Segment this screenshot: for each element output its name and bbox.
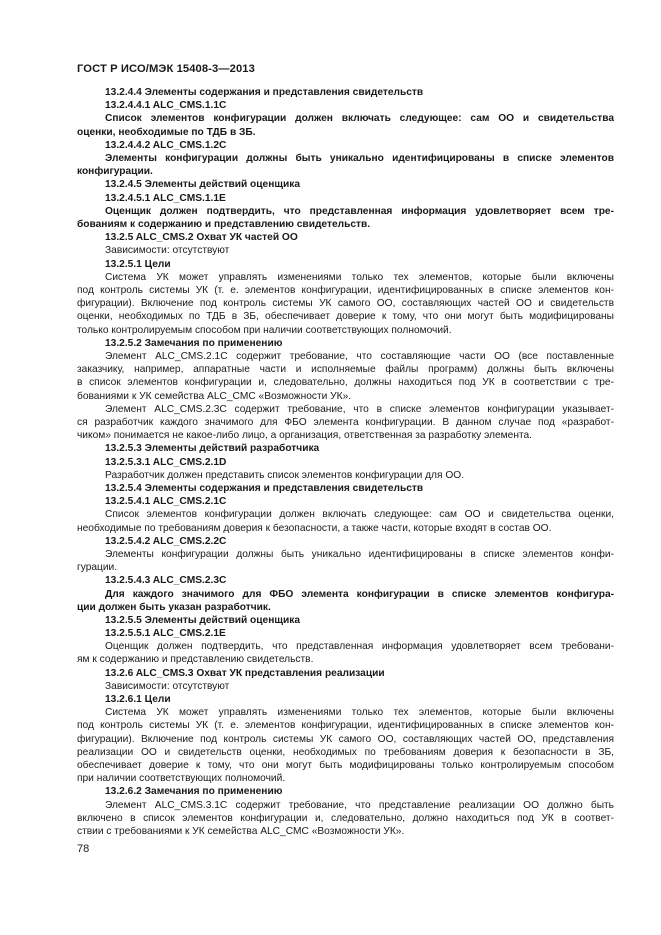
text-line: при наличии соответствующих полномочий. bbox=[77, 773, 286, 785]
text-line: 13.2.4.4 Элементы содержания и представления свидетельств bbox=[105, 87, 424, 98]
text-line: ям к содержанию и представлению свидетельств. bbox=[77, 654, 314, 666]
text-line: Список элементов конфигурации должен включать следующее: сам ОО и свидетельства bbox=[105, 113, 614, 125]
text-line: обеспечивает доверие к тому, что они могут быть модифицированы только контролируемым способом bbox=[77, 760, 614, 772]
text-line: Элемент ALC_CMS.2.1C содержит требование, что составляющие части ОО (все поставленные bbox=[105, 350, 614, 362]
text-line: Система УК может управлять изменениями только тех элементов, которые были включены bbox=[105, 271, 614, 283]
text-line: Список элементов конфигурации должен включать следующее: сам ОО и свидетельства оценки, bbox=[105, 509, 614, 521]
text-line: Элементы конфигурации должны быть уникально идентифицированы в списке элементов bbox=[105, 153, 614, 164]
text-line: 13.2.6.2 Замечания по применению bbox=[105, 786, 283, 798]
text-line: конфигурации. bbox=[77, 166, 153, 178]
text-line: Элементы конфигурации должны быть уникально идентифицированы в списке элементов конфи- bbox=[105, 548, 614, 560]
text-line: под контроль системы УК (т. е. элементов конфигурации, идентифицированных в списке элементов кон- bbox=[77, 720, 614, 732]
text-line: оценки, необходимых по ТДБ в ЗБ, обеспечивает доверие к тому, что они могут быть модифицированы bbox=[77, 311, 614, 323]
text-line: 13.2.4.4.2 ALC_CMS.1.2C bbox=[105, 139, 227, 151]
text-line: ся разработчик каждого значимого для ФБО элемента конфигурации. В данном случае под «разработ- bbox=[77, 416, 614, 428]
text-line: 13.2.5.4 Элементы содержания и представления свидетельств bbox=[105, 482, 424, 494]
text-line: только контролируемым способом при наличии соответствующих полномочий. bbox=[77, 324, 452, 336]
text-line: 13.2.5.1 Цели bbox=[105, 258, 171, 270]
text-line: в список элементов конфигурации и, следовательно, должны находиться под УК в соответствии с тре- bbox=[77, 377, 614, 389]
page-number: 78 bbox=[77, 843, 90, 855]
text-line: 13.2.5.5.1 ALC_CMS.2.1E bbox=[105, 628, 226, 640]
text-line: Элемент ALC_CMS.3.1C содержит требование, что представление реализации ОО должно быть bbox=[105, 799, 614, 811]
text-line: оценки, необходимые по ТДБ в ЗБ. bbox=[77, 126, 256, 138]
text-line: заказчику, например, аппаратные части и исполняемые файлы программ) должны быть включены bbox=[77, 364, 614, 376]
text-line: 13.2.5.5 Элементы действий оценщика bbox=[105, 614, 300, 626]
text-line: Разработчик должен представить список элементов конфигурации для ОО. bbox=[105, 469, 465, 481]
text-line: фигурации). Включение под контроль системы УК самого ОО, составляющих частей ОО и свидетельств bbox=[77, 298, 614, 310]
text-line: под контроль системы УК (т. е. элементов конфигурации, идентифицированных в списке элементов кон- bbox=[77, 284, 614, 296]
text-line: реализации ОО и свидетельств оценки, необходимых по требованиям доверия к безопасности в ЗБ, bbox=[77, 746, 614, 758]
text-line: Зависимости: отсутствуют bbox=[105, 680, 230, 692]
text-line: 13.2.4.5 Элементы действий оценщика bbox=[105, 179, 300, 191]
text-line: чиком» понимается не какое-либо лицо, а организация, ответственная за разработку элемента. bbox=[77, 430, 533, 442]
text-line: 13.2.6.1 Цели bbox=[105, 694, 171, 706]
text-line: Оценщик должен подтвердить, что представленная информация удовлетворяет всем требовани- bbox=[105, 641, 614, 653]
text-line: Для каждого значимого для ФБО элемента конфигурации в списке элементов конфигура- bbox=[105, 588, 614, 600]
text-line: включено в список элементов конфигурации и, следовательно, должно находиться под УК в соответ- bbox=[77, 812, 614, 824]
text-line: 13.2.5.2 Замечания по применению bbox=[105, 337, 283, 349]
page-body bbox=[77, 86, 614, 838]
text-line: Элемент ALC_CMS.2.3C содержит требование, что в списке элементов конфигурации указывает- bbox=[105, 403, 614, 415]
text-line: необходимые по требованиям доверия к безопасности, а также части, которые входят в состав ОО. bbox=[77, 522, 552, 534]
text-line: Система УК может управлять изменениями только тех элементов, которые были включены bbox=[105, 707, 614, 719]
text-line: Оценщик должен подтвердить, что представленная информация удовлетворяет всем тре- bbox=[105, 205, 614, 217]
text-line: 13.2.4.5.1 ALC_CMS.1.1E bbox=[105, 192, 226, 204]
text-line: бованиям к содержанию и представлению свидетельств. bbox=[77, 218, 371, 230]
text-line: ции должен быть указан разработчик. bbox=[77, 601, 271, 613]
text-line: 13.2.5.3 Элементы действий разработчика bbox=[105, 443, 320, 455]
text-line: Зависимости: отсутствуют bbox=[105, 245, 230, 257]
text-line: ствии с требованиями к УК семейства ALC_CMC «Возможности УК». bbox=[77, 826, 405, 838]
text-line: 13.2.5.4.1 ALC_CMS.2.1C bbox=[105, 496, 227, 508]
text-line: 13.2.5.3.1 ALC_CMS.2.1D bbox=[105, 456, 227, 468]
text-line: 13.2.5.4.2 ALC_CMS.2.2C bbox=[105, 535, 227, 547]
text-line: фигурации). Включение под контроль системы УК самого ОО, составляющих частей ОО, представления bbox=[77, 733, 614, 745]
document-header: ГОСТ Р ИСО/МЭК 15408-3—2013 bbox=[77, 63, 255, 75]
text-line: 13.2.4.4.1 ALC_CMS.1.1C bbox=[105, 100, 227, 112]
text-line: 13.2.5.4.3 ALC_CMS.2.3C bbox=[105, 575, 227, 587]
text-line: 13.2.5 ALC_CMS.2 Охват УК частей ОО bbox=[105, 232, 298, 244]
text-line: 13.2.6 ALC_CMS.3 Охват УК представления реализации bbox=[105, 667, 385, 679]
text-line: бованиями к УК семейства ALC_CMC «Возможности УК». bbox=[77, 390, 352, 402]
text-line: гурации. bbox=[77, 562, 118, 574]
